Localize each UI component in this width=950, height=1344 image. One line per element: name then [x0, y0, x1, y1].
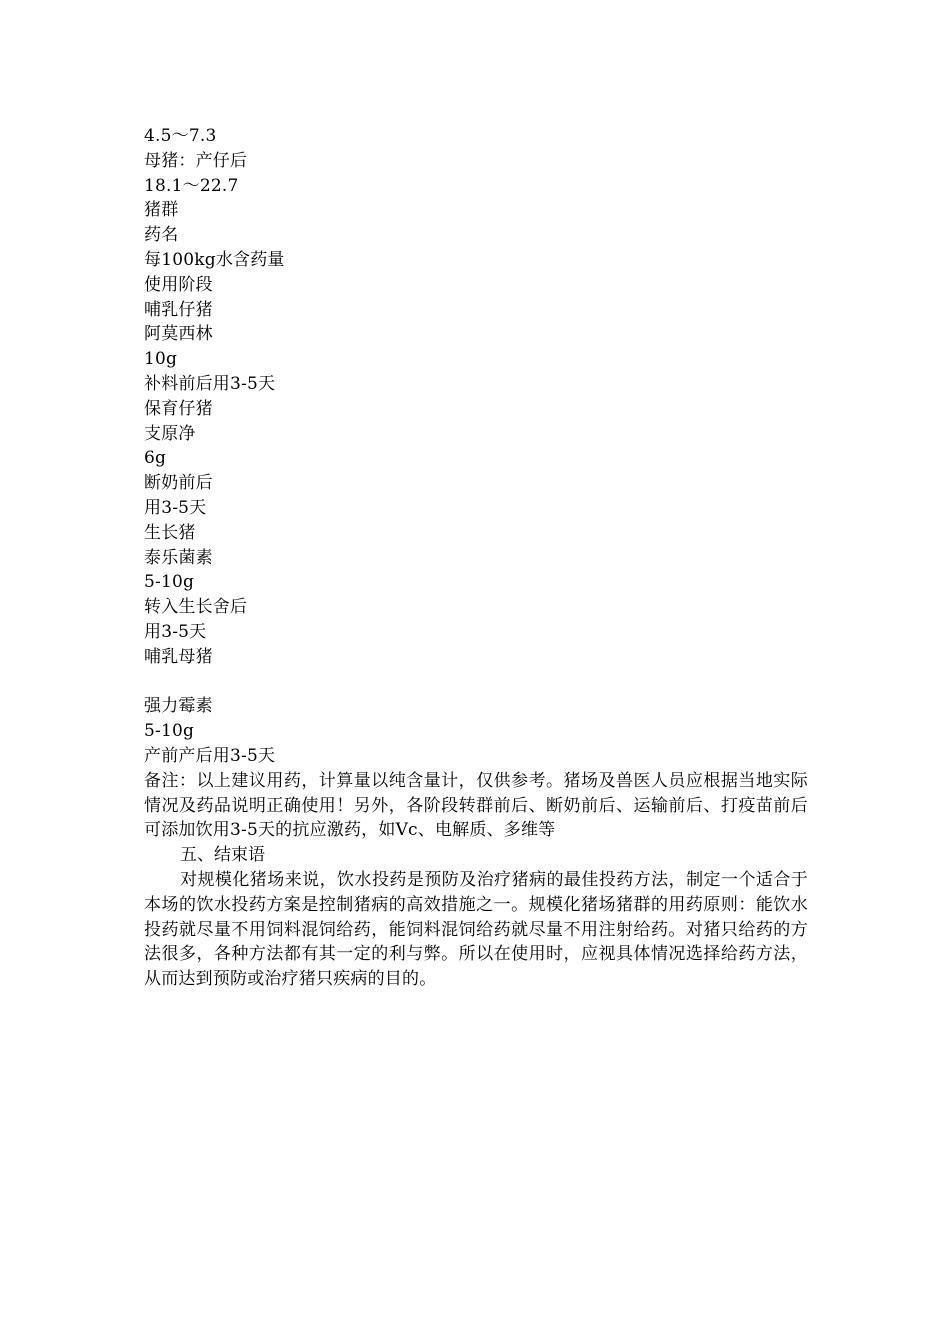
text-line: 阿莫西林 — [144, 324, 213, 345]
text-line: 猪群 — [144, 200, 179, 221]
text-line: 6g — [144, 448, 167, 469]
text-line: 5-10g — [144, 721, 195, 742]
text-line: 用3-5天 — [144, 621, 207, 642]
text-line: 生长猪 — [144, 522, 196, 543]
text-line: 断奶前后 — [144, 473, 213, 494]
conclusion-paragraph: 对规模化猪场来说，饮水投药是预防及治疗猪病的最佳投药方法，制定一个适合于本场的饮水投药方案是控制猪病的高效措施之一。规模化猪场猪群的用药原则：能饮水投药就尽量不用饲料混饲给药，能饲料混饲给药就尽量不用注射给药。对猪只给药的方法很多，各种方法都有其一定的利与弊。所以在使用时，应视具体情况选择给药方法，从而达到预防或治疗猪只疾病的目的。 — [144, 869, 808, 990]
note-paragraph: 备注：以上建议用药，计算量以纯含量计，仅供参考。猪场及兽医人员应根据当地实际情况及药品说明正确使用！另外，各阶段转群前后、断奶前后、运输前后、打疫苗前后可添加饮用3-5天的抗应激药，如Vc、电解质、多维等 — [144, 770, 808, 841]
text-line: 18.1～22.7 — [144, 175, 239, 196]
text-line: 用3-5天 — [144, 497, 207, 518]
text-line: 药名 — [144, 225, 179, 246]
text-line: 哺乳母猪 — [144, 646, 213, 667]
text-line: 使用阶段 — [144, 274, 213, 295]
document-page — [144, 124, 808, 992]
text-line: 5-10g — [144, 572, 195, 593]
text-line: 保育仔猪 — [144, 398, 213, 419]
blank-line — [144, 670, 808, 695]
text-line: 母猪：产仔后 — [144, 150, 248, 171]
text-line: 产前产后用3-5天 — [144, 745, 276, 766]
text-line: 支原净 — [144, 423, 196, 444]
text-line: 每100kg水含药量 — [144, 249, 285, 270]
text-line: 泰乐菌素 — [144, 547, 213, 568]
text-line: 哺乳仔猪 — [144, 299, 213, 320]
text-line: 10g — [144, 349, 178, 370]
text-line: 强力霉素 — [144, 696, 213, 717]
text-line: 4.5～7.3 — [144, 126, 217, 146]
text-line: 转入生长舍后 — [144, 597, 248, 618]
text-line: 补料前后用3-5天 — [144, 373, 276, 394]
section-heading: 五、结束语 — [180, 845, 265, 866]
